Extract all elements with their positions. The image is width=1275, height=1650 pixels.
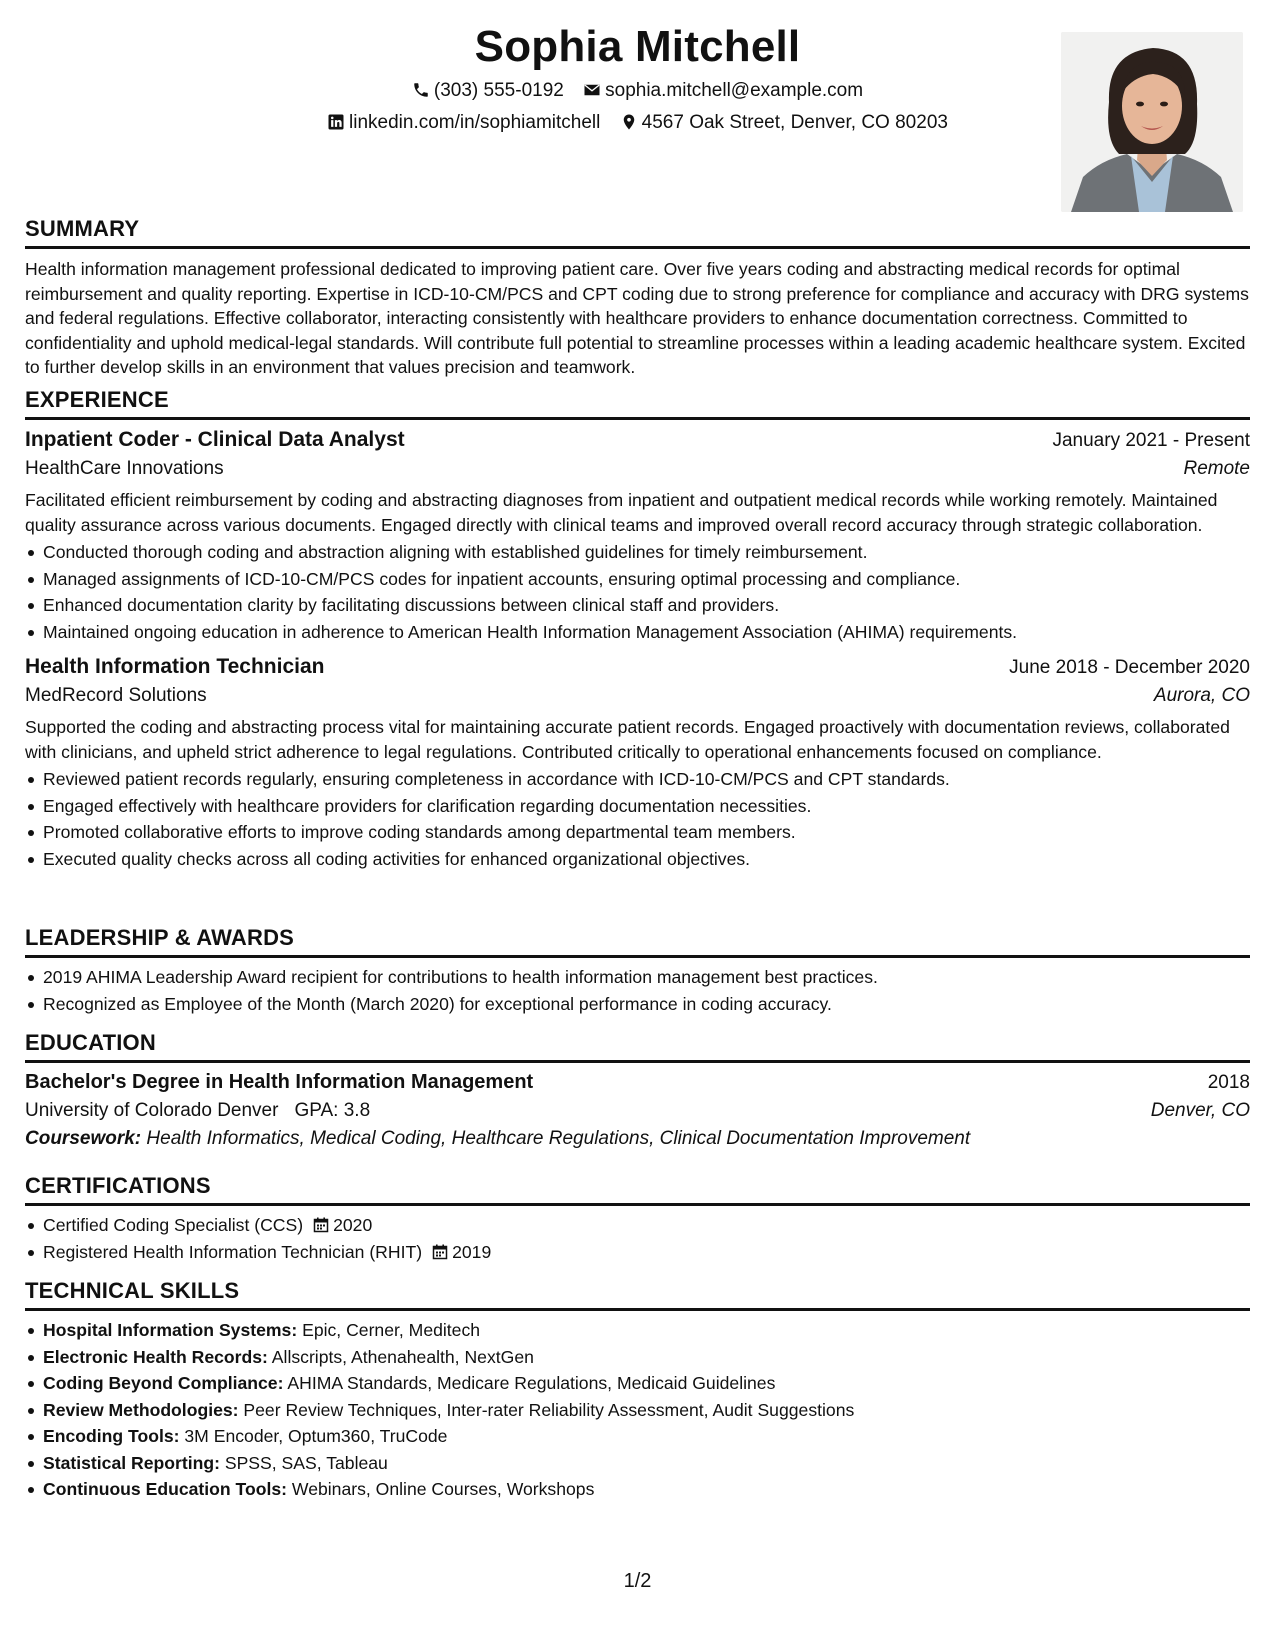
job-company: HealthCare Innovations [25,458,224,479]
skills-section [25,1278,1250,1503]
education-heading: EDUCATION [25,1030,1250,1063]
skill-label: Hospital Information Systems: [43,1320,298,1340]
job-header-row [25,428,1250,452]
school-info [25,1100,370,1122]
job-company-row [25,452,1250,480]
skills-heading: TECHNICAL SKILLS [25,1278,1250,1311]
skill-item [43,1317,1250,1344]
skill-value: SPSS, SAS, Tableau [224,1452,388,1473]
job-bullet: Managed assignments of ICD-10-CM/PCS codes for inpatient accounts, ensuring optimal processing and compliance. [43,566,1250,593]
leadership-section [25,925,1250,1017]
job-bullets [25,766,1250,872]
certification-year: 2020 [333,1215,373,1235]
gpa: GPA: 3.8 [294,1100,371,1121]
coursework-label: Coursework: [25,1128,142,1149]
job-bullet: Executed quality checks across all coding activities for enhanced organizational objectives. [43,846,1250,873]
graduation-year: 2018 [1207,1072,1250,1093]
job-bullet: Enhanced documentation clarity by facilitating discussions between clinical staff and providers. [43,592,1250,619]
skill-label: Continuous Education Tools: [43,1479,288,1499]
skill-item [43,1370,1250,1397]
degree-name: Bachelor's Degree in Health Information Management [25,1071,534,1093]
skill-item [43,1423,1250,1450]
skill-label: Electronic Health Records: [43,1346,268,1367]
skill-label: Encoding Tools: [43,1426,180,1446]
skill-value: Webinars, Online Courses, Workshops [291,1479,595,1499]
job-dates: June 2018 - December 2020 [1009,657,1250,678]
job-location: Remote [1183,458,1250,479]
skill-item [43,1344,1250,1371]
address-contact [620,112,948,134]
skill-value: Peer Review Techniques, Inter-rater Reliability Assessment, Audit Suggestions [243,1399,855,1420]
skill-item [43,1397,1250,1424]
job-location: Aurora, CO [1153,685,1250,706]
job-dates: January 2021 - Present [1052,430,1250,451]
education-section [25,1030,1250,1150]
certification-year: 2019 [452,1241,492,1262]
address-text: 4567 Oak Street, Denver, CO 80203 [641,112,948,133]
skill-item [43,1476,1250,1503]
job-entry [25,655,1250,872]
page-number: 1/2 [623,1570,652,1592]
certification-name: Registered Health Information Technician (RHIT) [43,1241,423,1262]
job-bullets [25,539,1250,645]
skill-value: Allscripts, Athenahealth, NextGen [271,1346,534,1367]
job-company-row [25,679,1250,707]
skill-label: Statistical Reporting: [43,1452,220,1473]
email-contact[interactable] [583,80,863,102]
award-item: 2019 AHIMA Leadership Award recipient for contributions to health information management best practices. [43,964,1250,991]
linkedin-text: linkedin.com/in/sophiamitchell [349,112,601,133]
education-header-row [25,1071,1250,1094]
coursework-list: Health Informatics, Medical Coding, Healthcare Regulations, Clinical Documentation Improvement [146,1128,971,1149]
summary-text: Health information management professional dedicated to improving patient care. Over five years coding and abstracting medical records for optimal reimbursement and quality reporting. Expertise in ICD-10-CM/PCS and CPT coding due to strong preference for compliance and accuracy with DRG systems and federal regulations. Effective collaborator, interacting consistently with healthcare providers to enhance documentation correctness. Committed to confidentiality and uphold medical-legal standards. Will contribute full potential to streamline processes within a leading academic healthcare system. Excited to further develop skills in an environment that values precision and teamwork. [25,259,1249,377]
job-description: Supported the coding and abstracting process vital for maintaining accurate patient records. Engaged proactively with documentation reviews, collaborated with clinicians, and upheld strict adherence to legal regulations. Contributed critically to operational enhancements focused on compliance. [25,717,1230,762]
school-location: Denver, CO [1150,1100,1250,1121]
certifications-heading: CERTIFICATIONS [25,1173,1250,1206]
skill-item [43,1450,1250,1477]
job-header-row [25,655,1250,679]
certification-list [25,1212,1250,1265]
phone-icon [412,81,430,99]
leadership-heading: LEADERSHIP & AWARDS [25,925,1250,958]
job-company: MedRecord Solutions [25,685,207,706]
education-school-row [25,1094,1250,1122]
skill-label: Coding Beyond Compliance: [43,1373,284,1393]
job-bullet: Reviewed patient records regularly, ensuring completeness in accordance with ICD-10-CM/PCS and CPT standards. [43,766,1250,793]
skill-value: Epic, Cerner, Meditech [302,1320,481,1340]
job-bullet: Engaged effectively with healthcare providers for clarification regarding documentation necessities. [43,793,1250,820]
candidate-name: Sophia Mitchell [474,22,801,71]
award-item: Recognized as Employee of the Month (March 2020) for exceptional performance in coding accuracy. [43,991,1250,1018]
phone-text: (303) 555-0192 [433,80,564,101]
resume-header [25,0,1250,220]
summary-section [25,216,1250,380]
portrait-image [1061,32,1243,212]
job-title: Inpatient Coder - Clinical Data Analyst [25,428,405,451]
profile-photo [1061,32,1243,212]
certification-item [43,1239,1250,1266]
phone-contact[interactable] [412,80,564,102]
email-text: sophia.mitchell@example.com [605,80,864,101]
resume-page [25,0,1250,1650]
certifications-section [25,1173,1250,1265]
linkedin-icon [327,113,345,131]
map-pin-icon [620,113,638,131]
summary-heading: SUMMARY [25,216,1250,249]
certification-item [43,1212,1250,1239]
calendar-icon [432,1244,448,1260]
skill-value: AHIMA Standards, Medicare Regulations, Medicaid Guidelines [287,1373,776,1393]
job-bullet: Conducted thorough coding and abstraction aligning with established guidelines for timely reimbursement. [43,539,1250,566]
linkedin-contact[interactable] [327,112,600,134]
job-entry [25,428,1250,645]
calendar-icon [313,1217,329,1233]
skill-value: 3M Encoder, Optum360, TruCode [184,1426,448,1446]
job-bullet: Promoted collaborative efforts to improve coding standards among departmental team members. [43,819,1250,846]
experience-section [25,387,1250,872]
skills-list [25,1317,1250,1503]
skill-label: Review Methodologies: [43,1399,239,1420]
school-name: University of Colorado Denver [25,1100,279,1121]
coursework-line [25,1128,1250,1150]
job-title: Health Information Technician [25,655,325,678]
certification-name: Certified Coding Specialist (CCS) [43,1215,304,1235]
job-description: Facilitated efficient reimbursement by coding and abstracting diagnoses from inpatient and outpatient medical records while working remotely. Maintained quality assurance across various documents. Engaged directly with clinical teams and improved overall record accuracy through strategic collaboration. [25,490,1218,535]
envelope-icon [583,81,601,99]
experience-heading: EXPERIENCE [25,387,1250,420]
job-bullet: Maintained ongoing education in adherence to American Health Information Management Association (AHIMA) requirements. [43,619,1250,646]
award-list [25,964,1250,1017]
